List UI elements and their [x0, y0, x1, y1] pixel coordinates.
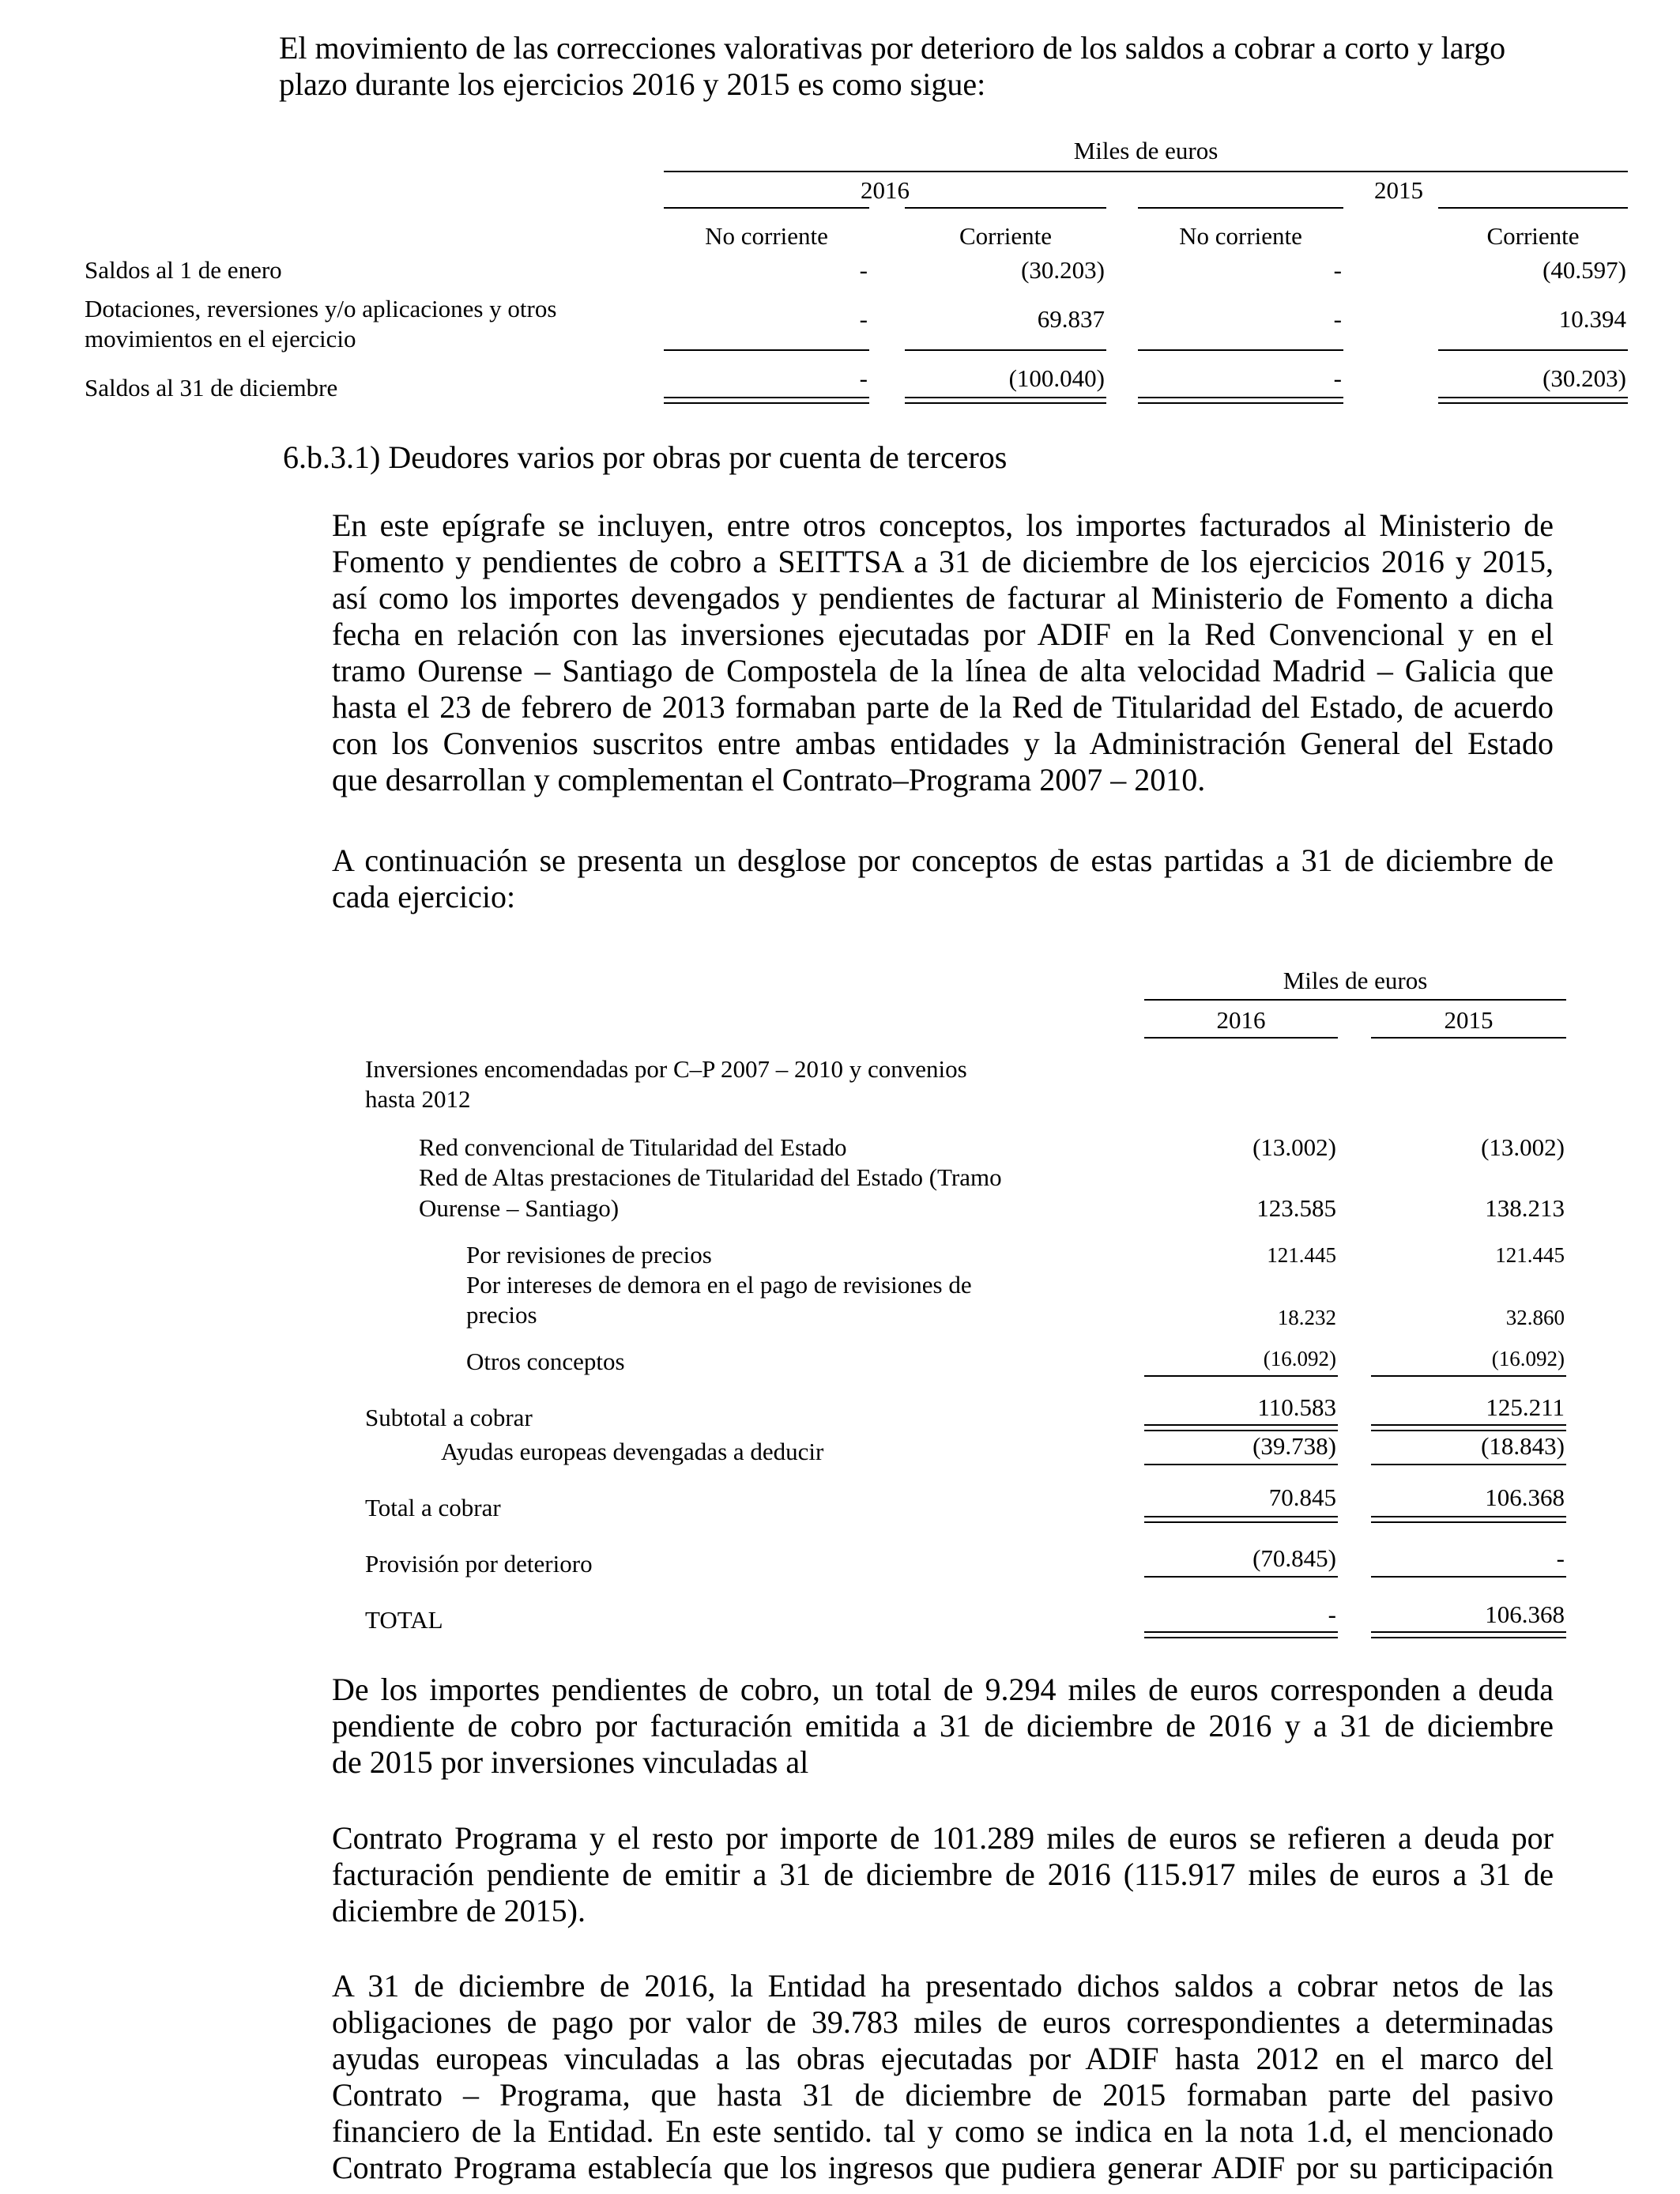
table1-double-rule: [905, 397, 1106, 404]
table1-row-label: movimientos en el ejercicio: [85, 325, 356, 352]
paragraph-line: de 2015 por inversiones vinculadas al: [332, 1744, 809, 1780]
table1-col-header: No corriente: [705, 222, 828, 250]
table2-cell-2016: 110.583: [1257, 1393, 1336, 1421]
table1-row-label: Saldos al 1 de enero: [85, 256, 282, 284]
table2-double-rule: [1144, 1631, 1338, 1638]
paragraph-line: En este epígrafe se incluyen, entre otros conceptos, los importes facturados al Ministerio de: [332, 507, 1554, 543]
table2-cell-2016: (16.092): [1263, 1347, 1336, 1370]
table1-double-rule: [664, 397, 869, 404]
table1-row-label: Saldos al 31 de diciembre: [85, 374, 338, 401]
paragraph-line: hasta el 23 de febrero de 2013 formaban parte de la Red de Titularidad del Estado, de acuerdo: [332, 689, 1554, 725]
paragraph-line: con los Convenios suscritos entre ambas entidades y la Administración General del Estado: [332, 726, 1554, 761]
paragraph-2: [332, 843, 1554, 915]
paragraph-line: tramo Ourense – Santiago de Compostela de la línea de alta velocidad Madrid – Galicia que: [332, 653, 1554, 688]
paragraph-line: A continuación se presenta un desglose por conceptos de estas partidas a 31 de diciembre de: [332, 843, 1554, 878]
table1-rule: [1438, 349, 1628, 351]
table2-row-label: hasta 2012: [365, 1085, 471, 1113]
table1-cell: 69.837: [1037, 305, 1105, 333]
table2-rule: [1144, 1037, 1338, 1039]
table1-cell: (100.040): [1008, 364, 1105, 392]
table2-cell-2015: 106.368: [1485, 1600, 1565, 1628]
table1-col-header: Corriente: [959, 222, 1053, 250]
table1-col-header: No corriente: [1179, 222, 1302, 250]
intro-line-2: plazo durante los ejercicios 2016 y 2015 es como sigue:: [279, 66, 986, 102]
paragraph-1: [332, 507, 1554, 798]
paragraph-line: obligaciones de pago por valor de 39.783 miles de euros correspondientes a determinadas: [332, 2004, 1554, 2040]
table2-row-label: Total a cobrar: [365, 1494, 501, 1521]
table2-cell-2016: (39.738): [1252, 1432, 1336, 1460]
table2-cell-2015: 121.445: [1495, 1243, 1565, 1267]
table1-rule: [905, 207, 1106, 209]
table2-row-label: Ourense – Santiago): [419, 1194, 620, 1222]
table2-rule: [1144, 1375, 1338, 1377]
paragraph-line: pendiente de cobro por facturación emitida a 31 de diciembre de 2016 y a 31 de diciembre: [332, 1708, 1554, 1744]
table2-row-label: Red de Altas prestaciones de Titularidad del Estado (Tramo: [419, 1163, 1002, 1191]
table2-row-label: Subtotal a cobrar: [365, 1404, 533, 1431]
table2-double-rule: [1144, 1516, 1338, 1523]
table1-col-header: Corriente: [1486, 222, 1580, 250]
table2-cell-2015: (13.002): [1481, 1133, 1565, 1161]
table1-rule: [664, 207, 869, 209]
table1-year-2015: 2015: [1374, 176, 1423, 204]
table1-cell: 10.394: [1558, 305, 1626, 333]
table2-year-2015: 2015: [1444, 1006, 1494, 1034]
table2-rule: [1144, 1576, 1338, 1578]
paragraph-line: A 31 de diciembre de 2016, la Entidad ha presentado dichos saldos a cobrar netos de las: [332, 1968, 1554, 2004]
table1-rule: [905, 349, 1106, 351]
table2-cell-2015: 32.860: [1505, 1306, 1565, 1329]
table1-cell: -: [1333, 305, 1342, 333]
table2-rule: [1371, 1037, 1566, 1039]
paragraph-line: Contrato Programa establecía que los ingresos que pudiera generar ADIF por su participación: [332, 2150, 1554, 2185]
table2-cell-2015: (16.092): [1491, 1347, 1565, 1370]
paragraph-line: fecha en relación con las inversiones ejecutadas por ADIF en la Red Convencional y en el: [332, 616, 1554, 652]
paragraph-line: diciembre de 2015).: [332, 1893, 586, 1928]
paragraph-line: así como los importes devengados y pendientes de facturar al Ministerio de Fomento a dicha: [332, 580, 1554, 616]
table2-cell-2016: 121.445: [1267, 1243, 1336, 1267]
paragraph-line: facturación pendiente de emitir a 31 de diciembre de 2016 (115.917 miles de euros a 31 de: [332, 1857, 1554, 1892]
table2-cell-2015: (18.843): [1481, 1432, 1565, 1460]
table1-cell: -: [1333, 364, 1342, 392]
table2-rule: [1371, 1375, 1566, 1377]
table1-double-rule: [1438, 397, 1628, 404]
paragraph-line: ayudas europeas vinculadas a las obras ejecutadas por ADIF hasta 2012 en el marco del: [332, 2041, 1554, 2076]
table1-row-label: Dotaciones, reversiones y/o aplicaciones y otros: [85, 295, 557, 322]
table2-cell-2015: -: [1556, 1544, 1565, 1572]
table1-double-rule: [1138, 397, 1343, 404]
paragraph-line: que desarrollan y complementan el Contrato–Programa 2007 – 2010.: [332, 762, 1206, 797]
table2-rule: [1144, 1464, 1338, 1465]
table1-year-2016: 2016: [861, 176, 910, 204]
table1-cell: -: [859, 364, 868, 392]
table2-row-label: Red convencional de Titularidad del Estado: [419, 1133, 847, 1161]
table2-row-label: TOTAL: [365, 1606, 443, 1634]
table2-row-label: Por revisiones de precios: [466, 1241, 712, 1269]
paragraph-line: financiero de la Entidad. En este sentido. tal y como se indica en la nota 1.d, el mencionado: [332, 2113, 1554, 2149]
table1-cell: -: [1333, 256, 1342, 284]
table2-row-label: Inversiones encomendadas por C–P 2007 – 2010 y convenios: [365, 1055, 967, 1083]
paragraph-line: Contrato Programa y el resto por importe de 101.289 miles de euros se refieren a deuda por: [332, 1820, 1554, 1856]
table2-cell-2016: (70.845): [1252, 1544, 1336, 1572]
table1-rule: [1138, 349, 1343, 351]
paragraph-line: cada ejercicio:: [332, 879, 516, 914]
table2-cell-2015: 106.368: [1485, 1483, 1565, 1511]
table1-rule: [1438, 207, 1628, 209]
paragraph-3: [332, 1672, 1554, 1781]
table2-cell-2016: 70.845: [1268, 1483, 1336, 1511]
table1-rule: [664, 349, 869, 351]
table1-cell: (30.203): [1021, 256, 1105, 284]
table2-double-rule: [1371, 1516, 1566, 1523]
paragraph-4: [332, 1820, 1554, 1929]
table2-double-rule: [1144, 1424, 1338, 1431]
table2-row-label: precios: [466, 1301, 537, 1329]
table2-cell-2016: 123.585: [1256, 1194, 1336, 1222]
table2-cell-2015: 125.211: [1486, 1393, 1565, 1421]
table2-double-rule: [1371, 1424, 1566, 1431]
table2-double-rule: [1371, 1631, 1566, 1638]
paragraph-line: Contrato – Programa, que hasta 31 de diciembre de 2015 formaban parte del pasivo: [332, 2077, 1554, 2113]
table1-header-rule: [664, 171, 1628, 172]
paragraph-line: De los importes pendientes de cobro, un total de 9.294 miles de euros corresponden a deuda: [332, 1672, 1554, 1707]
table2-year-2016: 2016: [1216, 1006, 1266, 1034]
table1-cell: (30.203): [1543, 364, 1626, 392]
paragraph-line: Fomento y pendientes de cobro a SEITTSA a 31 de diciembre de los ejercicios 2016 y 2015,: [332, 544, 1554, 579]
table1-cell: -: [859, 256, 868, 284]
table2-cell-2016: 18.232: [1277, 1306, 1336, 1329]
table1-rule: [1138, 207, 1343, 209]
table2-header-rule: [1144, 999, 1566, 1001]
intro-line-1: El movimiento de las correcciones valorativas por deterioro de los saldos a cobrar a corto y largo: [279, 30, 1506, 66]
table2-row-label: Ayudas europeas devengadas a deducir: [441, 1438, 824, 1465]
table2-cell-2015: 138.213: [1485, 1194, 1565, 1222]
paragraph-5: [332, 1968, 1554, 2186]
table2-cell-2016: (13.002): [1252, 1133, 1336, 1161]
table1-cell: -: [859, 305, 868, 333]
table2-rule: [1371, 1464, 1566, 1465]
table2-row-label: Provisión por deterioro: [365, 1550, 593, 1578]
table2-unit-header: Miles de euros: [1283, 967, 1428, 994]
table2-row-label: Por intereses de demora en el pago de revisiones de: [466, 1271, 972, 1299]
table2-rule: [1371, 1576, 1566, 1578]
section-heading: 6.b.3.1) Deudores varios por obras por cuenta de terceros: [283, 439, 1008, 475]
table2-row-label: Otros conceptos: [466, 1348, 625, 1375]
table1-cell: (40.597): [1543, 256, 1626, 284]
table2-cell-2016: -: [1328, 1600, 1336, 1628]
table1-unit-header: Miles de euros: [1073, 137, 1219, 164]
